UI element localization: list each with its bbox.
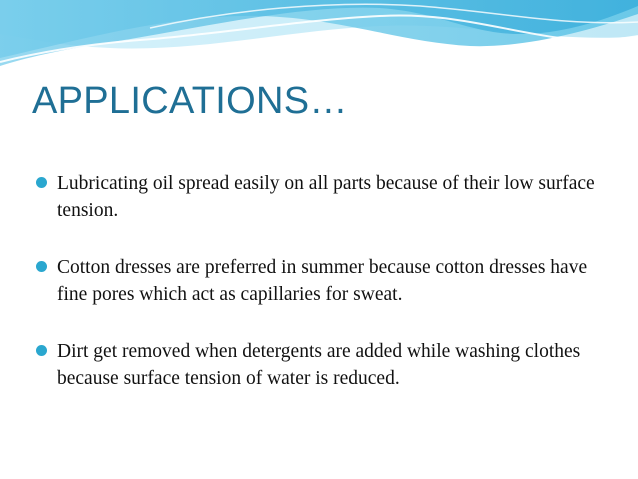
bullet-text: Cotton dresses are preferred in summer because cotton dresses have fine pores which act as capillaries for sweat.: [57, 257, 588, 305]
bullet-list: [36, 170, 596, 422]
bullet-text: Lubricating oil spread easily on all parts because of their low surface tension.: [57, 173, 595, 221]
bullet-item: [36, 338, 596, 392]
slide-title: APPLICATIONS…: [32, 80, 348, 122]
wave-header-decoration: [0, 0, 638, 80]
bullet-circle-icon: [36, 261, 47, 272]
bullet-item: [36, 170, 596, 224]
bullet-text: Dirt get removed when detergents are added while washing clothes because surface tension of water is reduced.: [57, 341, 581, 389]
bullet-item: [36, 254, 596, 308]
bullet-circle-icon: [36, 177, 47, 188]
bullet-circle-icon: [36, 345, 47, 356]
